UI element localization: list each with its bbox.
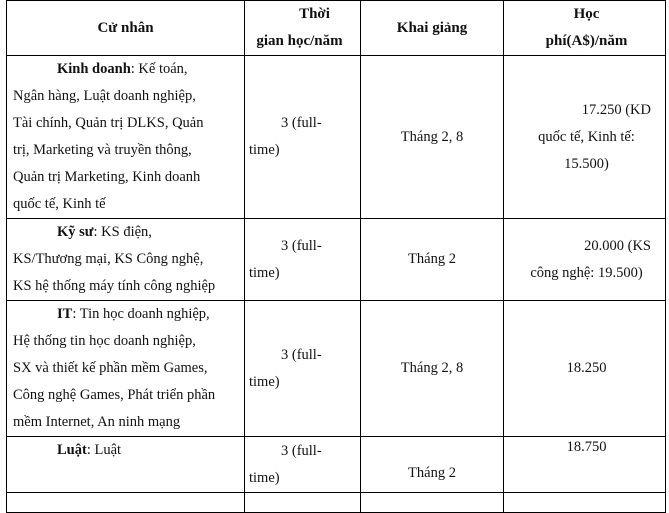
tuition-table [6,0,666,513]
duration-text: 3 (full- [281,237,322,254]
program-text: mềm Internet, An ninh mạng [13,414,181,430]
program-text: trị, Marketing và truyền thông, [13,142,192,158]
program-text: Quản trị Marketing, Kinh doanh [13,169,201,185]
duration-cell [245,56,361,219]
table-row [7,437,666,493]
program-cell [7,301,245,437]
duration-cell [245,301,361,437]
program-text: : Tin học doanh nghiệp, [72,306,210,322]
table-header-row [7,1,666,56]
fee-text: 17.250 (KD [581,101,651,118]
program-category: IT [57,306,73,322]
fee-text: 18.750 [566,439,607,455]
program-text: Hệ thống tin học doanh nghiệp, [13,333,196,349]
program-text: quốc tế, Kinh tế [13,196,106,212]
header-fee-line2: phí(A$)/năm [545,33,628,49]
program-text: : Kế toán, [130,61,188,77]
program-text: Tài chính, Quản trị DLKS, Quản [13,115,204,131]
program-text: SX và thiết kế phần mềm Games, [13,360,208,376]
program-text: Công nghệ Games, Phát triển phần [13,387,216,403]
fee-cell [504,437,666,493]
header-duration-line1: Thời [299,6,330,22]
header-duration [245,1,361,56]
program-text: KS hệ thống máy tính công nghiệp [13,278,216,294]
program-text: : KS điện, [93,224,152,240]
program-text: KS/Thương mại, KS Công nghệ, [13,251,204,267]
table-row [7,219,666,301]
table-row [7,301,666,437]
duration-cell [245,219,361,301]
program-category: Kỹ sư [57,224,94,240]
fee-cell [504,219,666,301]
duration-text: time) [249,373,280,390]
header-fee-line1: Học [573,6,600,22]
program-text: Ngân hàng, Luật doanh nghiệp, [13,88,196,104]
duration-cell [245,437,361,493]
duration-text: 3 (full- [281,346,322,363]
fee-text: công nghệ: 19.500) [530,264,643,281]
duration-text: time) [249,142,280,158]
partial-cell [245,493,361,513]
duration-text: time) [249,469,280,486]
fee-cell [504,301,666,437]
duration-text: time) [249,264,280,281]
duration-text: 3 (full- [281,442,322,459]
fee-text: quốc tế, Kinh tế: [538,128,635,145]
program-category: Luật [57,442,87,458]
table-row-partial [7,493,666,513]
intake-cell: Tháng 2, 8 [361,56,504,219]
fee-text: 15.500) [564,155,609,172]
program-category: Kinh doanh [57,61,131,77]
fee-cell [504,56,666,219]
program-cell [7,219,245,301]
header-fee [504,1,666,56]
intake-cell: Tháng 2, 8 [361,301,504,437]
fee-text: 20.000 (KS [584,237,651,254]
partial-cell [7,493,245,513]
header-duration-line2: gian học/năm [256,33,343,49]
table-row [7,56,666,219]
program-text: : Luật [86,442,122,458]
intake-cell: Tháng 2 [361,437,504,493]
program-cell [7,437,245,493]
header-intake: Khai giảng [361,1,504,56]
partial-cell [504,493,666,513]
intake-cell: Tháng 2 [361,219,504,301]
fee-text: 18.250 [566,360,607,376]
duration-text: 3 (full- [281,115,322,131]
partial-cell [361,493,504,513]
program-cell [7,56,245,219]
header-bachelor: Cử nhân [7,1,245,56]
